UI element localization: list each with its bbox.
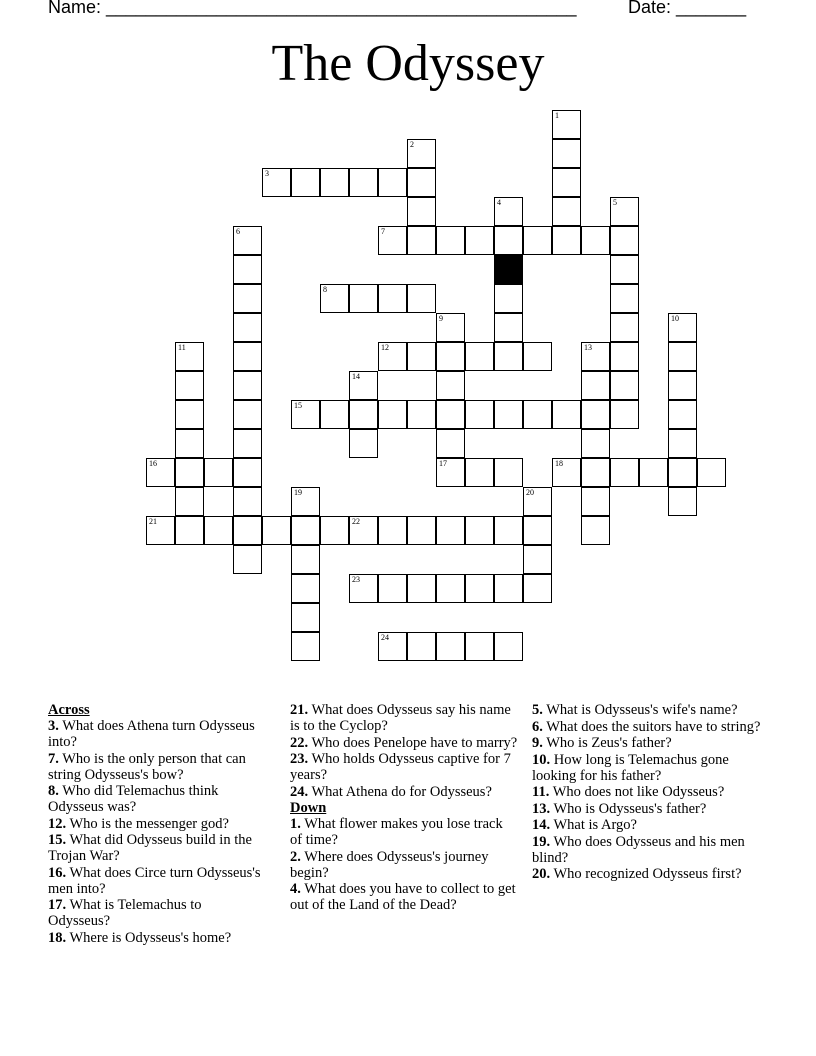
grid-cell[interactable]: [233, 284, 262, 313]
grid-cell[interactable]: [581, 342, 610, 371]
grid-cell[interactable]: [523, 574, 552, 603]
grid-cell[interactable]: [175, 516, 204, 545]
grid-cell[interactable]: [610, 458, 639, 487]
clue-item-text: Who is the messenger god?: [66, 815, 229, 832]
grid-cell[interactable]: [436, 632, 465, 661]
grid-cell[interactable]: [436, 400, 465, 429]
clue-item-text: What does the suitors have to string?: [542, 718, 761, 735]
clue-item: [532, 834, 762, 866]
grid-cell[interactable]: [610, 313, 639, 342]
clue-item-number: 16.: [48, 864, 67, 881]
clue-item-number: 10.: [532, 751, 551, 768]
grid-cell[interactable]: [233, 226, 262, 255]
grid-cell[interactable]: [697, 458, 726, 487]
grid-cell[interactable]: [523, 516, 552, 545]
clue-item-text: Who does Penelope have to marry?: [308, 734, 518, 751]
clue-item: [290, 751, 518, 783]
grid-cell[interactable]: [494, 313, 523, 342]
grid-cell[interactable]: [407, 226, 436, 255]
clue-item: [532, 817, 762, 833]
clue-item-number: 11.: [532, 784, 550, 800]
clue-section-heading: Across: [48, 702, 90, 718]
clue-item-text: What does Circe turn Odysseus's men into?: [48, 864, 261, 897]
clue-item-text: What is Argo?: [550, 817, 637, 833]
clue-item-text: Who did Telemachus think Odysseus was?: [48, 783, 219, 815]
grid-cell[interactable]: [610, 197, 639, 226]
grid-cell[interactable]: [494, 632, 523, 661]
grid-cell[interactable]: [407, 197, 436, 226]
grid-cell[interactable]: [378, 400, 407, 429]
clue-item-number: 21.: [290, 702, 309, 718]
grid-cell[interactable]: [349, 574, 378, 603]
clue-item-text: What is Telemachus to Odysseus?: [48, 897, 202, 929]
grid-cell[interactable]: [465, 226, 494, 255]
clue-item-text: What does you have to collect to get out of the Land of the Dead?: [290, 881, 516, 913]
grid-cell[interactable]: [233, 400, 262, 429]
grid-cell[interactable]: [146, 516, 175, 545]
grid-cell[interactable]: [668, 313, 697, 342]
clue-number: 20: [526, 488, 534, 497]
clue-number: 11: [178, 343, 186, 352]
grid-cell[interactable]: [465, 400, 494, 429]
grid-cell[interactable]: [465, 632, 494, 661]
grid-cell[interactable]: [349, 284, 378, 313]
grid-cell[interactable]: [523, 545, 552, 574]
clue-item-text: What does Athena turn Odysseus into?: [48, 718, 255, 750]
clue-item-number: 4.: [290, 881, 301, 897]
clue-item: [532, 752, 762, 784]
clue-item: [290, 849, 518, 881]
clue-item: [290, 816, 518, 848]
grid-cell[interactable]: [175, 429, 204, 458]
grid-cell[interactable]: [204, 516, 233, 545]
clue-item-text: What does Odysseus say his name is to the Cyclop?: [290, 702, 511, 734]
grid-cell[interactable]: [436, 429, 465, 458]
grid-cell[interactable]: [320, 400, 349, 429]
grid-cell[interactable]: [581, 516, 610, 545]
clue-item: [532, 784, 762, 800]
grid-cell[interactable]: [668, 342, 697, 371]
grid-cell[interactable]: [494, 197, 523, 226]
clue-item-text: Who does not like Odysseus?: [549, 784, 725, 800]
grid-cell[interactable]: [291, 545, 320, 574]
grid-cell[interactable]: [378, 632, 407, 661]
grid-cell[interactable]: [494, 226, 523, 255]
clue-item-text: Who holds Odysseus captive for 7 years?: [290, 751, 511, 783]
grid-cell[interactable]: [349, 371, 378, 400]
clue-number: 19: [294, 488, 302, 497]
clue-item-number: 17.: [48, 897, 67, 913]
clue-item-number: 9.: [532, 735, 543, 751]
clue-item: [532, 801, 762, 817]
clue-item-number: 6.: [532, 718, 543, 735]
grid-cell[interactable]: [494, 342, 523, 371]
clue-item-number: 12.: [48, 815, 67, 832]
clue-number: 6: [236, 227, 240, 236]
clue-number: 8: [323, 285, 327, 294]
grid-cell[interactable]: [320, 168, 349, 197]
clue-item-number: 15.: [48, 832, 67, 848]
grid-cell[interactable]: [581, 226, 610, 255]
grid-cell[interactable]: [494, 284, 523, 313]
grid-cell[interactable]: [494, 516, 523, 545]
clue-item-number: 14.: [532, 817, 551, 833]
grid-cell[interactable]: [465, 574, 494, 603]
name-field-label[interactable]: Name: _______________________________________________: [48, 0, 577, 17]
grid-cell-blocked: [494, 255, 523, 284]
clue-number: 14: [352, 372, 360, 381]
clue-item-number: 20.: [532, 866, 551, 882]
clue-item-number: 1.: [290, 816, 301, 832]
grid-cell[interactable]: [523, 342, 552, 371]
grid-cell[interactable]: [610, 342, 639, 371]
grid-cell[interactable]: [407, 168, 436, 197]
clue-number: 15: [294, 401, 302, 410]
grid-cell[interactable]: [175, 342, 204, 371]
clue-item-text: What flower makes you lose track of time?: [290, 816, 503, 848]
grid-cell[interactable]: [494, 458, 523, 487]
grid-cell[interactable]: [494, 400, 523, 429]
clue-item-text: How long is Telemachus gone looking for his father?: [532, 751, 729, 784]
grid-cell[interactable]: [668, 487, 697, 516]
grid-cell[interactable]: [291, 603, 320, 632]
grid-cell[interactable]: [552, 139, 581, 168]
clue-item-number: 7.: [48, 750, 59, 767]
clue-item-number: 19.: [532, 833, 551, 850]
grid-cell[interactable]: [320, 284, 349, 313]
clue-item-text: Who is Zeus's father?: [542, 735, 672, 751]
clue-item: [532, 866, 762, 882]
clues-column-1: [48, 702, 263, 946]
clue-item-number: 13.: [532, 800, 551, 817]
grid-cell[interactable]: [349, 168, 378, 197]
grid-cell[interactable]: [349, 429, 378, 458]
grid-cell[interactable]: [407, 400, 436, 429]
clue-number: 21: [149, 517, 157, 526]
grid-cell[interactable]: [523, 487, 552, 516]
clue-item: [48, 718, 263, 750]
clue-item: [290, 735, 518, 751]
clue-number: 3: [265, 169, 269, 178]
grid-cell[interactable]: [581, 400, 610, 429]
grid-cell[interactable]: [407, 632, 436, 661]
grid-cell[interactable]: [668, 371, 697, 400]
grid-cell[interactable]: [552, 110, 581, 139]
grid-cell[interactable]: [494, 574, 523, 603]
grid-cell[interactable]: [233, 545, 262, 574]
grid-cell[interactable]: [204, 458, 233, 487]
clue-item: [48, 865, 263, 897]
grid-cell[interactable]: [175, 400, 204, 429]
clue-item-number: 22.: [290, 734, 309, 751]
grid-cell[interactable]: [610, 284, 639, 313]
clue-number: 7: [381, 227, 385, 236]
clue-number: 4: [497, 198, 501, 207]
grid-cell[interactable]: [291, 400, 320, 429]
grid-cell[interactable]: [407, 574, 436, 603]
grid-cell[interactable]: [175, 458, 204, 487]
grid-cell[interactable]: [378, 226, 407, 255]
grid-cell[interactable]: [436, 371, 465, 400]
grid-cell[interactable]: [291, 168, 320, 197]
grid-cell[interactable]: [523, 226, 552, 255]
clue-item-number: 5.: [532, 702, 543, 718]
grid-cell[interactable]: [175, 371, 204, 400]
grid-cell[interactable]: [233, 458, 262, 487]
grid-cell[interactable]: [262, 168, 291, 197]
grid-cell[interactable]: [639, 458, 668, 487]
grid-cell[interactable]: [378, 516, 407, 545]
clue-item: [532, 735, 762, 751]
clue-number: 23: [352, 575, 360, 584]
clue-item: [48, 751, 263, 783]
clue-item-text: What did Odysseus build in the Trojan War?: [48, 832, 252, 864]
grid-cell[interactable]: [581, 371, 610, 400]
grid-cell[interactable]: [378, 168, 407, 197]
clue-number: 1: [555, 111, 559, 120]
grid-cell[interactable]: [233, 342, 262, 371]
clue-item-text: Who is the only person that can string Odysseus's bow?: [48, 750, 246, 783]
clue-number: 2: [410, 140, 414, 149]
grid-cell[interactable]: [552, 168, 581, 197]
grid-cell[interactable]: [668, 429, 697, 458]
grid-cell[interactable]: [610, 226, 639, 255]
clue-item-text: Who recognized Odysseus first?: [550, 866, 742, 882]
grid-cell[interactable]: [407, 342, 436, 371]
clue-item-number: 18.: [48, 929, 67, 946]
clue-item-text: Who does Odysseus and his men blind?: [532, 833, 745, 866]
clue-item: [290, 784, 518, 800]
grid-cell[interactable]: [552, 197, 581, 226]
clues-column-2: [290, 702, 518, 914]
grid-cell[interactable]: [146, 458, 175, 487]
grid-cell[interactable]: [523, 400, 552, 429]
grid-cell[interactable]: [610, 255, 639, 284]
grid-cell[interactable]: [378, 284, 407, 313]
grid-cell[interactable]: [465, 342, 494, 371]
clue-item: [48, 832, 263, 864]
grid-cell[interactable]: [668, 400, 697, 429]
grid-cell[interactable]: [233, 516, 262, 545]
grid-cell[interactable]: [581, 487, 610, 516]
clue-section-heading: Down: [290, 800, 327, 816]
clue-item-number: 24.: [290, 783, 309, 800]
clue-item: [532, 719, 762, 735]
clue-item: [48, 816, 263, 832]
clue-number: 16: [149, 459, 157, 468]
grid-cell[interactable]: [378, 574, 407, 603]
grid-cell[interactable]: [610, 400, 639, 429]
clue-item-text: What is Odysseus's wife's name?: [542, 702, 738, 718]
clue-number: 10: [671, 314, 679, 323]
grid-cell[interactable]: [465, 516, 494, 545]
date-field-label[interactable]: Date: _______: [628, 0, 747, 17]
clue-item-text: What Athena do for Odysseus?: [308, 783, 492, 800]
grid-cell[interactable]: [581, 429, 610, 458]
grid-cell[interactable]: [436, 313, 465, 342]
grid-cell[interactable]: [436, 342, 465, 371]
clue-item-text: Who is Odysseus's father?: [550, 800, 707, 817]
grid-cell[interactable]: [233, 487, 262, 516]
clue-item: [290, 702, 518, 734]
grid-cell[interactable]: [349, 516, 378, 545]
clue-item-number: 23.: [290, 751, 309, 767]
clue-item: [48, 897, 263, 929]
grid-cell[interactable]: [407, 284, 436, 313]
clue-number: 24: [381, 633, 389, 642]
clue-number: 9: [439, 314, 443, 323]
clue-number: 17: [439, 459, 447, 468]
grid-cell[interactable]: [552, 226, 581, 255]
clue-item-text: Where is Odysseus's home?: [66, 929, 232, 946]
grid-cell[interactable]: [407, 139, 436, 168]
clue-item: [48, 930, 263, 946]
grid-cell[interactable]: [436, 516, 465, 545]
grid-cell[interactable]: [349, 400, 378, 429]
clues-column-3: [532, 702, 762, 883]
grid-cell[interactable]: [233, 313, 262, 342]
grid-cell[interactable]: [378, 342, 407, 371]
grid-cell[interactable]: [552, 458, 581, 487]
grid-cell[interactable]: [175, 487, 204, 516]
page-title: The Odyssey: [271, 35, 545, 92]
grid-cell[interactable]: [291, 487, 320, 516]
grid-cell[interactable]: [465, 458, 494, 487]
clue-item: [290, 881, 518, 913]
clue-item: [48, 783, 263, 815]
grid-cell[interactable]: [291, 632, 320, 661]
grid-cell[interactable]: [291, 574, 320, 603]
clue-number: 18: [555, 459, 563, 468]
clue-number: 13: [584, 343, 592, 352]
grid-cell[interactable]: [407, 516, 436, 545]
grid-cell[interactable]: [320, 516, 349, 545]
grid-cell[interactable]: [436, 574, 465, 603]
clue-item-number: 3.: [48, 718, 59, 734]
grid-cell[interactable]: [436, 226, 465, 255]
clue-item-text: Where does Odysseus's journey begin?: [290, 848, 489, 881]
clue-item: [532, 702, 762, 718]
grid-cell[interactable]: [436, 458, 465, 487]
clue-number: 12: [381, 343, 389, 352]
grid-cell[interactable]: [233, 371, 262, 400]
clue-number: 22: [352, 517, 360, 526]
grid-cell[interactable]: [233, 429, 262, 458]
clue-item-number: 2.: [290, 848, 301, 865]
grid-cell[interactable]: [552, 400, 581, 429]
grid-cell[interactable]: [233, 255, 262, 284]
clue-item-number: 8.: [48, 783, 59, 799]
grid-cell[interactable]: [668, 458, 697, 487]
clue-number: 5: [613, 198, 617, 207]
grid-cell[interactable]: [581, 458, 610, 487]
grid-cell[interactable]: [262, 516, 291, 545]
grid-cell[interactable]: [610, 371, 639, 400]
grid-cell[interactable]: [291, 516, 320, 545]
